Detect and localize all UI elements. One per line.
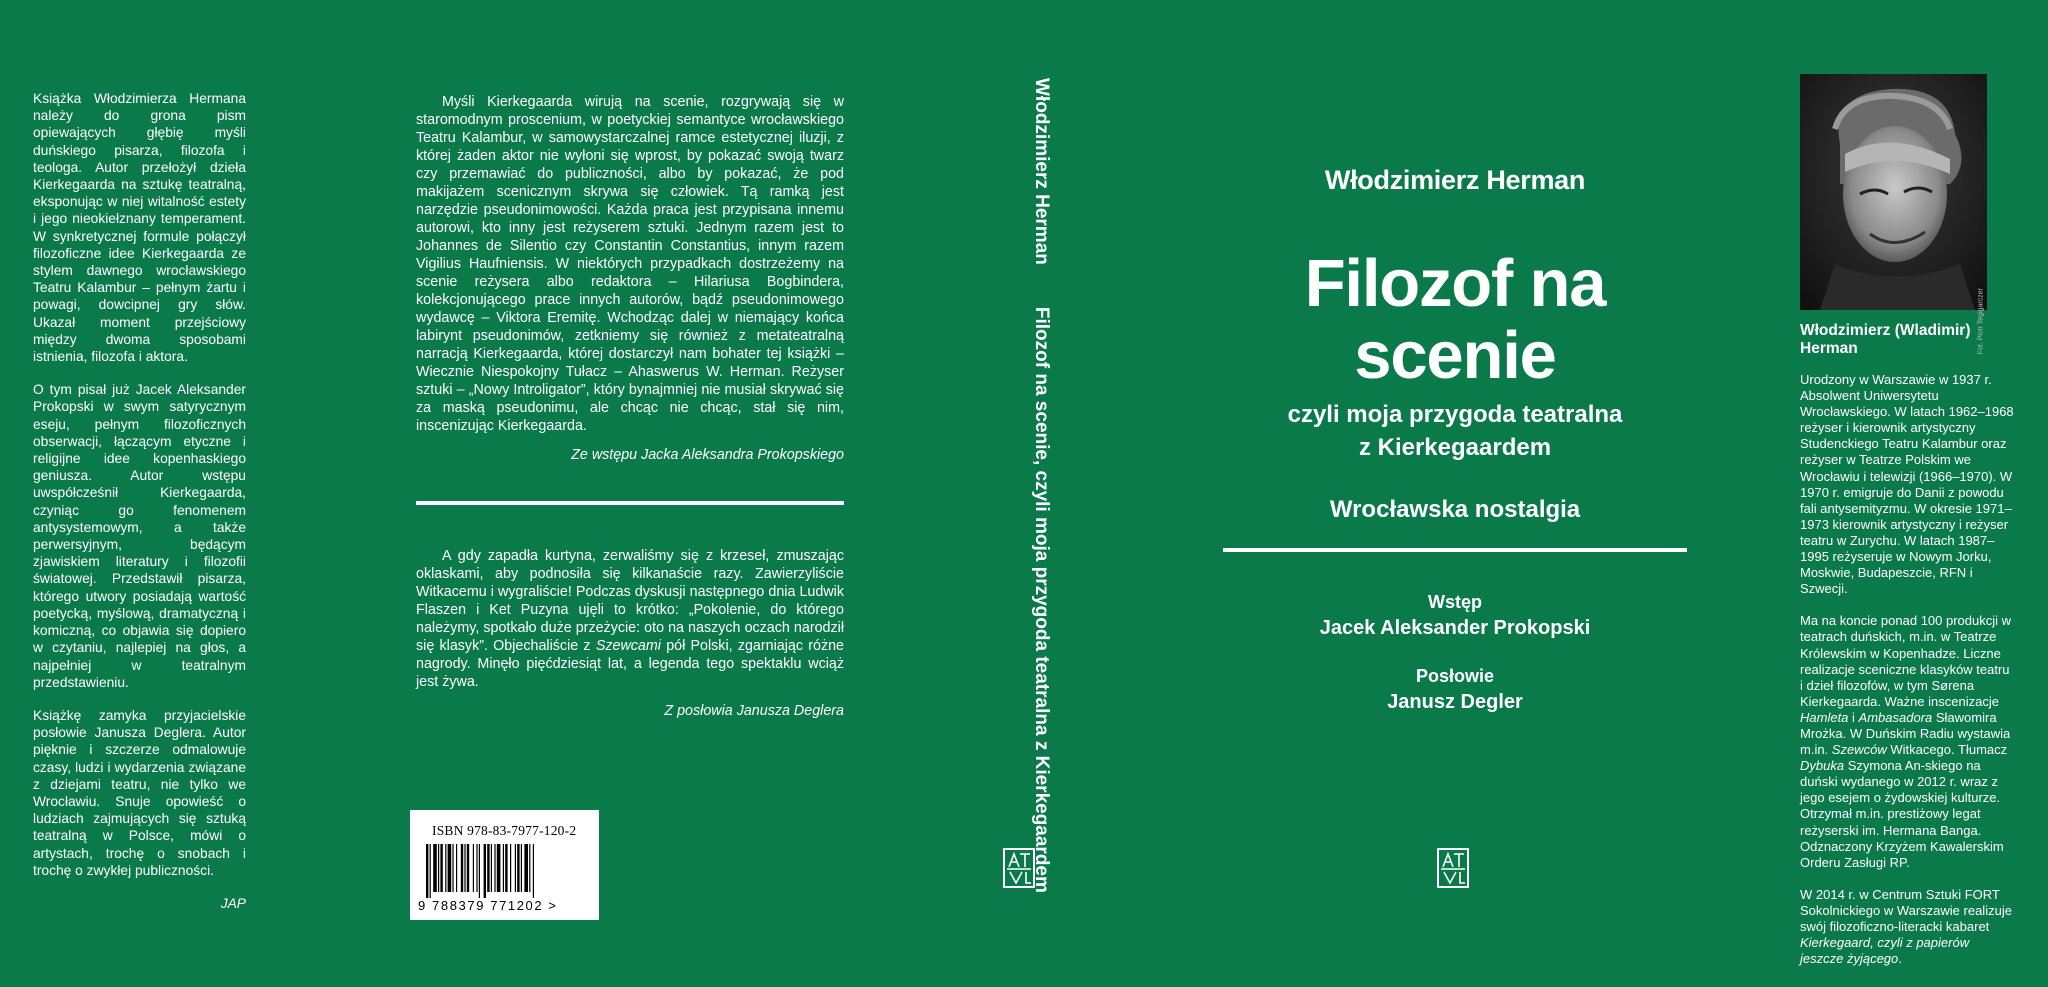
photo-credit: Fot. Piotr Tegigarczer bbox=[1977, 288, 1984, 355]
left-flap-paragraph-1: Książka Włodzimierza Hermana należy do grona pism opiewających głębię myśli duńskiego pisarza, filozofa i teologa. Autor przełożył dzieła Kierkegaarda na sztukę teatralną, eksponując w niej witalność estety i jego nieokiełznany temperament. W synkretycznej formule połączył filozoficzne idee Kierkegaarda ze stylem dawnego wrocławskiego Teatru Kalambur – pełnym żartu i powagi, dowcipnej gry słów. Ukazał moment przejściowy między dwoma sposobami istnienia, filozofa i aktora. bbox=[33, 91, 246, 365]
afterword-role: Posłowie bbox=[1415, 666, 1495, 686]
back-cover bbox=[416, 93, 844, 719]
bio-paragraph-1: Urodzony w Warszawie w 1937 r. Absolwent Uniwersytetu Wrocławskiego. W latach 1962–1968 reżyser i kierownik artystyczny Studenckiego Teatru Kalambur oraz reżyser w Teatrze Polskim we Wrocławiu i telewizji (1966–1970). W 1970 r. emigruje do Danii z powodu fali antysemityzmu. W okresie 1971–1973 kierownik artystyczny i reżyser teatru w Zurychu. W latach 1987–1995 reżyseruje w Nowym Jorku, Moskwie, Budapeszcie, RFN i Szwecji. bbox=[1800, 372, 2014, 597]
back-quote-1 bbox=[416, 93, 844, 435]
front-cover bbox=[1220, 165, 1690, 714]
intro-name: Jacek Aleksander Prokopski bbox=[1319, 617, 1591, 639]
bio-2-b: i bbox=[1848, 709, 1859, 725]
left-flap-paragraph-3: Książkę zamyka przyjacielskie posłowie Janusza Deglera. Autor pięknie i szczerze odmalowuje czasy, ludzi i wydarzenia związane z dziejami teatru, nie tylko we Wrocławiu. Snuje opowieść o ludziach zajmujących się sztuką teatralną w Polsce, mówi o artystach, trochę o snobach i trochę o zwykłej publiczności. bbox=[33, 707, 246, 878]
front-title: Filozof na scenie bbox=[1304, 246, 1606, 393]
bio-paragraph-3 bbox=[1800, 887, 2014, 967]
front-subtitle-line-2: z Kierkegaardem bbox=[1358, 434, 1552, 461]
back-quote-2-text-b: pół Polski, zgarniając różne nagrody. Minęło pięćdziesiąt lat, a legenda tego spektaklu wciąż jest żywa. bbox=[416, 638, 844, 690]
bio-2-a: Ma na koncie ponad 100 produkcji w teatrach duńskich, m.in. w Teatrze Królewskim w Kopenhadze. Liczne realizacje sceniczne klasyków teatru i dzieł filozofów, w tym Sørena Kierkegaarda. Ważne inscenizacje bbox=[1800, 613, 2012, 709]
bio-3-italic: Kierkegaard, czyli z papierów jeszcze żyjącego bbox=[1800, 935, 1970, 967]
bio-2-d: Witkacego. Tłumacz bbox=[1886, 742, 2008, 758]
afterword-name: Janusz Degler bbox=[1387, 691, 1523, 713]
front-divider bbox=[1223, 548, 1687, 552]
isbn-label: ISBN 978-83-7977-120-2 bbox=[432, 823, 577, 838]
bio-3-a: W 2014 r. w Centrum Sztuki FORT Sokolnickiego w Warszawie realizuje swój filozoficzno-literacki kabaret bbox=[1800, 886, 2012, 934]
isbn-barcode bbox=[410, 810, 599, 920]
bio-2-italic-2: Ambasadora bbox=[1858, 709, 1933, 725]
bio-3-b: . bbox=[1898, 951, 1902, 967]
publisher-logo-icon bbox=[1003, 848, 1035, 888]
front-subtitle bbox=[1220, 398, 1690, 464]
front-author: Włodzimierz Herman bbox=[1324, 165, 1586, 195]
bio-2-c: Sławomira Mrożka. W Duńskim Radiu wystawia m.in. bbox=[1800, 709, 2011, 758]
spine-author: Włodzimierz Herman bbox=[1031, 78, 1052, 265]
back-quote-2 bbox=[416, 547, 844, 691]
back-divider bbox=[416, 501, 844, 505]
back-quote-2-italic: Szewcami bbox=[595, 638, 661, 654]
left-flap bbox=[33, 90, 246, 912]
bio-2-italic-1: Hamleta bbox=[1800, 709, 1849, 725]
spine-title: Filozof na scenie, czyli moja przygoda teatralna z Kierkegaardem bbox=[1031, 306, 1052, 893]
barcode-icon bbox=[426, 844, 586, 898]
back-quote-2-source: Z posłowia Janusza Deglera bbox=[664, 703, 844, 719]
left-flap-paragraph-2: O tym pisał już Jacek Aleksander Prokopski w swym satyrycznym eseju, pełnym filozoficznych obserwacji, łączącym etyczne i religijne idee kopenhaskiego geniusza. Autor wstępu uwspółcześnił Kierkegaarda, czyniąc go fenomenem antysystemowym, a także perwersyjnym, będącym zjawiskiem literatury i filozofii światowej. Przedstawił pisarza, którego utwory posiadają wartość poetycką, myślową, dramatyczną i komiczną, co objawia się dopiero w czytaniu, najlepiej na głos, a najpełniej w teatralnym przedstawieniu. bbox=[33, 382, 246, 690]
spine bbox=[1030, 78, 1052, 893]
bio-2-italic-4: Dybuka bbox=[1800, 758, 1845, 774]
front-series: Wrocławska nostalgia bbox=[1329, 496, 1581, 523]
right-flap bbox=[1800, 322, 2014, 983]
bio-2-italic-3: Szewców bbox=[1831, 742, 1887, 758]
barcode-digits: 9 788379 771202 > bbox=[418, 898, 558, 913]
left-flap-signature: JAP bbox=[220, 895, 246, 911]
back-quote-2-text bbox=[416, 547, 844, 691]
back-quote-1-source: Ze wstępu Jacka Aleksandra Prokopskiego bbox=[571, 447, 844, 463]
front-subtitle-line-1: czyli moja przygoda teatralna bbox=[1287, 401, 1623, 428]
back-quote-2-text-a: A gdy zapadła kurtyna, zerwaliśmy się z krzeseł, zmuszając oklaskami, aby podnosiła się kilkanaście razy. Zawierzyliście Witkacemu i wygraliście! Podczas dyskusji następnego dnia Ludwik Flaszen i Ket Puzyna ujęli to krótko: „Pokolenie, do którego należymy, spotkało duże przeżycie: oto na naszych oczach narodził się klasyk”. Objechaliście z bbox=[416, 548, 844, 654]
bio-name: Włodzimierz (Wladimir) Herman bbox=[1800, 322, 1971, 357]
bio-paragraph-2 bbox=[1800, 613, 2014, 871]
publisher-logo-icon bbox=[1437, 848, 1469, 888]
bio-2-e: Szymona An-skiego na duński wydanego w 2012 r. wraz z jego esejem o żydowskiej kulturze. Otrzymał m.in. prestiżowy legat reżyserski im. Hermana Banga. Odznaczony Krzyżem Kawalerskim Orderu Zasługi RP. bbox=[1800, 758, 2004, 870]
back-quote-1-text: Myśli Kierkegaarda wirują na scenie, rozgrywają się w staromodnym proscenium, w poetyckiej semantyce wrocławskiego Teatru Kalambur, w samowystarczalnej ramce estetycznej iluzji, z której żaden aktor nie wyłoni się wprost, by pokazać swoją twarz czy przemawiać do publiczności, albo by pokazać, że pod makijażem scenicznym skrywa się człowiek. Tą ramką jest narzędzie pseudonimowości. Każda praca jest przypisana innemu autorowi, kto inny jest reżyserem sztuki. Jednym razem jest to Johannes de Silentio czy Constantin Constantius, innym razem Vigilius Haufniensis. W niektórych przypadkach dostrzeżemy na scenie reżysera albo redaktora – Hilariusa Bogbindera, kolekcjonującego prace innych autorów, bądź pseudonimowego wydawcę – Viktora Eremitę. Wchodząc dalej w niemający końca labirynt pseudonimów, zetkniemy się również z metateatralną narracją Kierkegaarda, której dostarczył nam bohater tej książki – Wiecznie Niespokojny Tułacz – Ahaswerus W. Herman. Reżyser sztuki – „Nowy Introligator”, który bynajmniej nie musiał skrywać się za maską pseudonimu, ale chcąc nie chcąc, stał się nim, inscenizując Kierkegaarda. bbox=[416, 94, 844, 434]
intro-role: Wstęp bbox=[1428, 592, 1482, 612]
